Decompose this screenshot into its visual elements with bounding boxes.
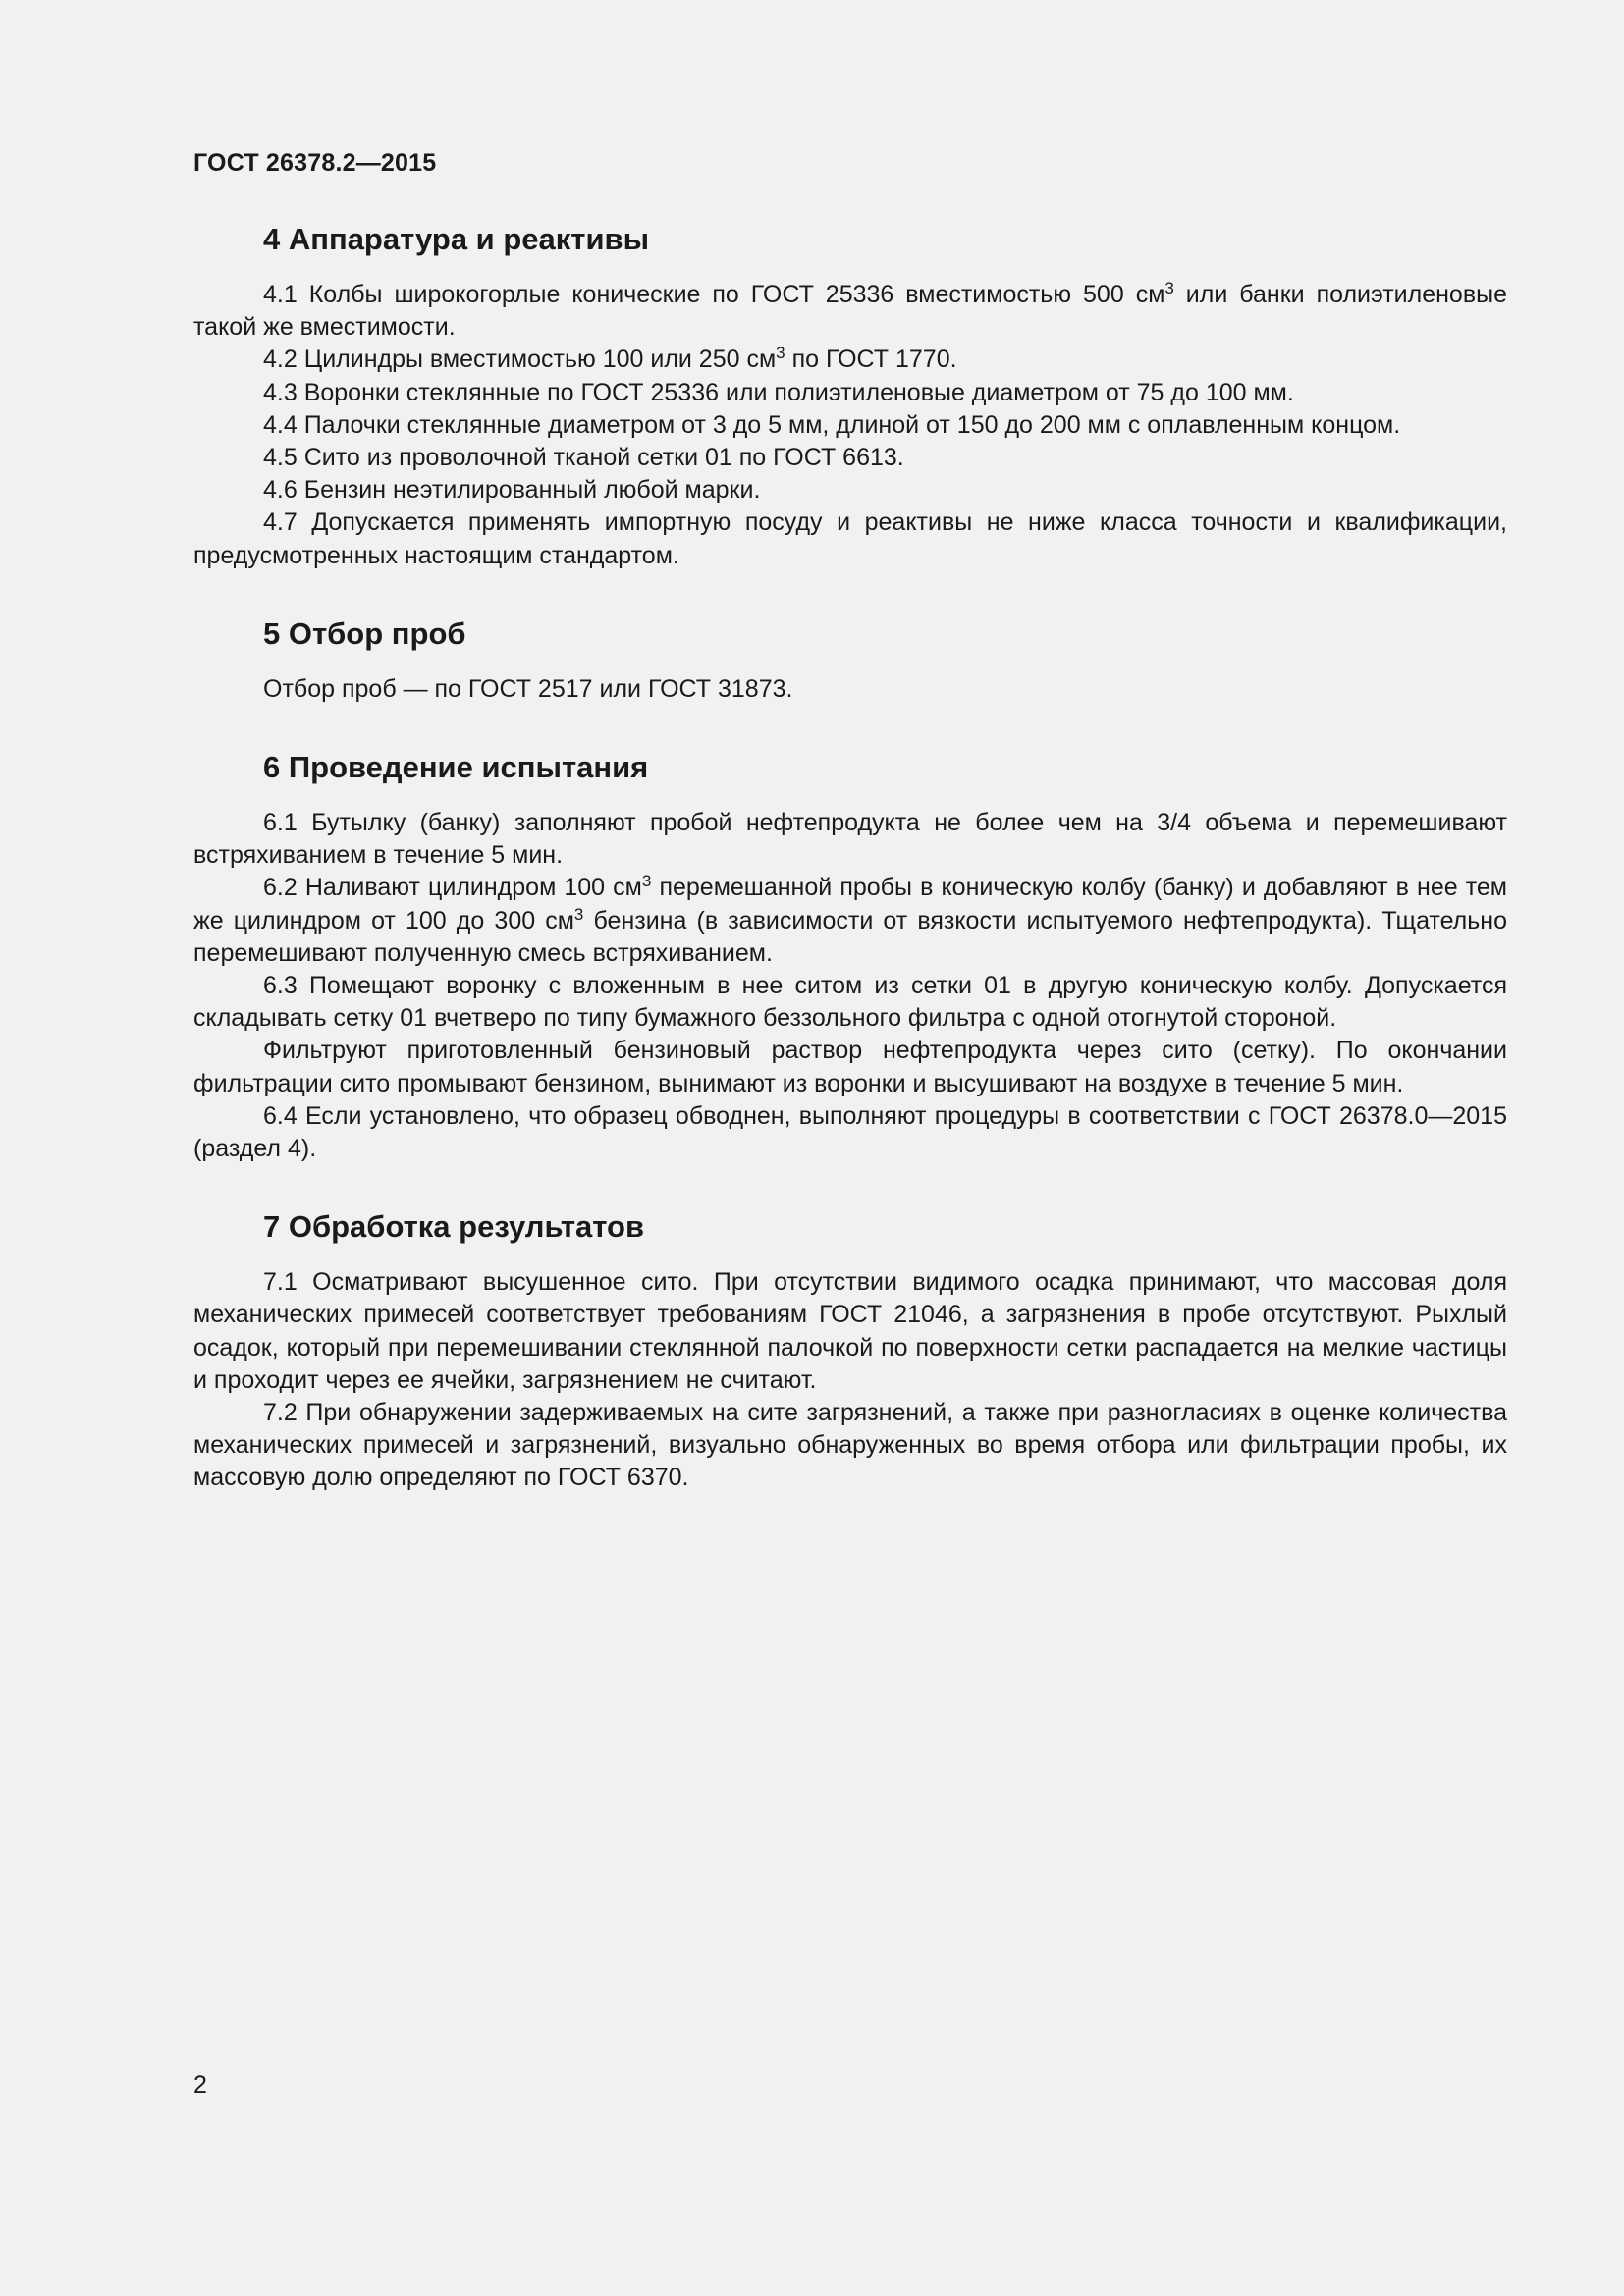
paragraph: 6.3 Помещают воронку с вложенным в нее ситом из сетки 01 в другую коническую колбу. Допускается складывать сетку 01 вчетверо по типу бумажного беззольного фильтра с одной отогнутой стороной. bbox=[193, 972, 1507, 1033]
section-title: 7 Обработка результатов bbox=[263, 1209, 645, 1245]
section-title: 4 Аппаратура и реактивы bbox=[263, 222, 650, 256]
paragraph: 4.2 Цилиндры вместимостью 100 или 250 $см^3$ по ГОСТ 1770. bbox=[263, 344, 957, 374]
document-body bbox=[193, 220, 1507, 1495]
paragraph: 4.6 Бензин неэтилированный любой марки. bbox=[263, 476, 761, 505]
paragraph: 4.3 Воронки стеклянные по ГОСТ 25336 или полиэтиленовые диаметром от 75 до 100 мм. bbox=[263, 378, 1294, 406]
paragraph: 6.2 Наливают цилиндром 100 $см^3$ перемешанной пробы в коническую колбу (банку) и добавляют в нее тем же цилиндром от 100 до 300 $см^3$ бензина (в зависимости от вязкости испытуемого нефтепродукта). Тщательно перемешивают полученную смесь встряхиванием. bbox=[193, 872, 1507, 967]
standard-header: ГОСТ 26378.2—2015 bbox=[193, 149, 437, 177]
paragraph: 4.1 Колбы широкогорлые конические по ГОСТ 25336 вместимостью 500 $см^3$ или банки полиэтиленовые такой же вместимости. bbox=[193, 279, 1507, 342]
paragraph: 4.7 Допускается применять импортную посуду и реактивы не ниже класса точности и квалификации, предусмотренных настоящим стандартом. bbox=[193, 508, 1507, 569]
paragraph: 6.4 Если установлено, что образец обводнен, выполняют процедуры в соответствии с ГОСТ 26378.0—2015 (раздел 4). bbox=[193, 1101, 1507, 1163]
section-title: 5 Отбор проб bbox=[263, 615, 466, 651]
paragraph: 7.1 Осматривают высушенное сито. При отсутствии видимого осадка принимают, что массовая доля механических примесей соответствует требованиям ГОСТ 21046, а загрязнения в пробе отсутствуют. Рыхлый осадок, который при перемешивании стеклянной палочкой по поверхности сетки распадается на мелкие частицы и проходит через ее ячейки, загрязнением не считают. bbox=[193, 1268, 1507, 1394]
paragraph: 4.4 Палочки стеклянные диаметром от 3 до 5 мм, длиной от 150 до 200 мм с оплавленным концом. bbox=[263, 410, 1401, 439]
paragraph: Отбор проб — по ГОСТ 2517 или ГОСТ 31873. bbox=[263, 674, 793, 703]
paragraph: 4.5 Сито из проволочной тканой сетки 01 по ГОСТ 6613. bbox=[263, 444, 904, 472]
paragraph: 6.1 Бутылку (банку) заполняют пробой нефтепродукта не более чем на 3/4 объема и перемешивают встряхиванием в течение 5 мин. bbox=[193, 809, 1507, 870]
paragraph: 7.2 При обнаружении задерживаемых на сите загрязнений, а также при разногласиях в оценке количества механических примесей и загрязнений, визуально обнаруженных во время отбора или фильтрации пробы, их массовую долю определяют по ГОСТ 6370. bbox=[193, 1399, 1507, 1492]
section-title: 6 Проведение испытания bbox=[263, 750, 649, 785]
paragraph: Фильтруют приготовленный бензиновый раствор нефтепродукта через сито (сетку). По окончании фильтрации сито промывают бензином, вынимают из воронки и высушивают на воздухе в течение 5 мин. bbox=[193, 1037, 1507, 1097]
page-number: 2 bbox=[193, 2071, 207, 2099]
